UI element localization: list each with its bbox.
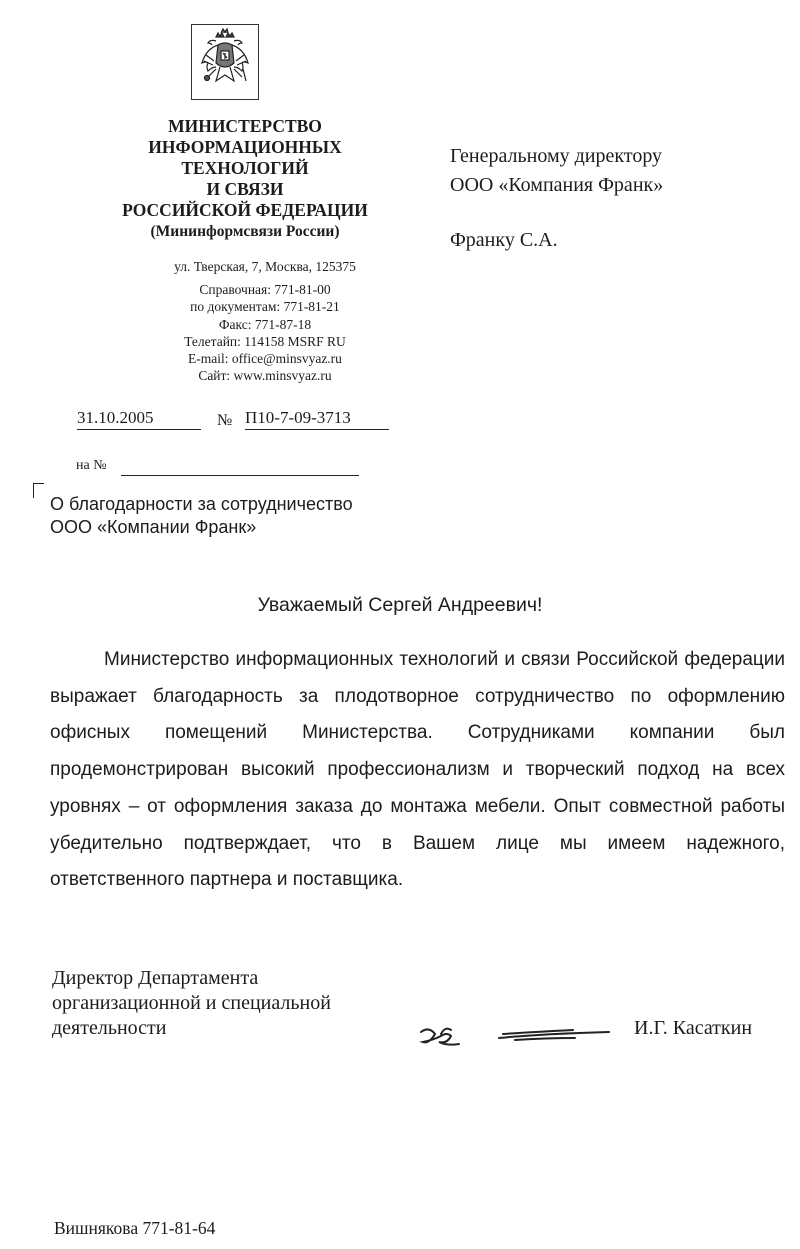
contact-line: Сайт: www.minsvyaz.ru — [198, 368, 332, 384]
document-date: 31.10.2005 — [77, 408, 201, 430]
addressee-name: Франку С.А. — [450, 229, 558, 251]
contact-line: Справочная: 771-81-00 — [199, 282, 331, 298]
ministry-line: РОССИЙСКОЙ ФЕДЕРАЦИИ — [122, 200, 368, 220]
contact-line: Телетайп: 114158 MSRF RU — [184, 333, 346, 349]
reference-number-line — [121, 475, 359, 476]
spacer — [450, 200, 663, 226]
handwritten-signature — [415, 1014, 615, 1054]
ministry-contacts — [80, 258, 450, 384]
signatory-position-line: Директор Департамента — [52, 967, 259, 989]
contact-line: по документам: 771-81-21 — [190, 299, 340, 315]
letter-subject — [50, 493, 353, 538]
ministry-line: ИНФОРМАЦИОННЫХ — [148, 137, 342, 157]
document-number: П10-7-09-3713 — [245, 408, 389, 430]
signatory-position — [52, 966, 331, 1041]
subject-line: ООО «Компании Франк» — [50, 516, 257, 537]
addressee-block — [450, 142, 663, 255]
number-label: № — [217, 412, 233, 429]
signatory-position-line: организационной и специальной — [52, 992, 331, 1014]
subject-corner-mark — [33, 483, 44, 498]
ministry-line: ТЕХНОЛОГИЙ — [181, 158, 309, 178]
salutation: Уважаемый Сергей Андреевич! — [257, 594, 543, 616]
contact-line: E-mail: office@minsvyaz.ru — [188, 351, 342, 367]
executor-contact: Вишнякова 771-81-64 — [54, 1218, 216, 1238]
ministry-name — [80, 116, 410, 242]
ministry-line: И СВЯЗИ — [206, 179, 284, 199]
contact-line: Факс: 771-87-18 — [218, 316, 312, 332]
subject-line: О благодарности за сотрудничество — [50, 494, 353, 514]
signatory-name: И.Г. Касаткин — [634, 1017, 753, 1039]
reference-label: на № — [76, 458, 107, 473]
russian-double-headed-eagle-icon — [192, 25, 258, 99]
letter-body — [50, 642, 785, 899]
body-paragraph: Министерство информационных технологий и связи Российской федерации выражает благодарность за плодотворное сотрудничество по оформлению офисных помещений Министерства. Сотрудниками компании был продемонстрирован высокий профессионализм и творческий подход на всех уровнях – от оформления заказа до монтажа мебели. Опыт совместной работы убедительно подтверждает, что в Вашем лице мы имеем надежного, ответственного партнера и поставщика. — [50, 649, 785, 891]
signature-icon — [415, 1014, 615, 1054]
ministry-line: МИНИСТЕРСТВО — [168, 116, 322, 136]
signatory-position-line: деятельности — [52, 1017, 167, 1039]
addressee-company: ООО «Компания Франк» — [450, 174, 664, 196]
ministry-address: ул. Тверская, 7, Москва, 125375 — [174, 259, 356, 274]
state-emblem — [191, 24, 259, 100]
addressee-position: Генеральному директору — [450, 145, 663, 167]
ministry-short-name: (Мининформсвязи России) — [150, 223, 340, 240]
